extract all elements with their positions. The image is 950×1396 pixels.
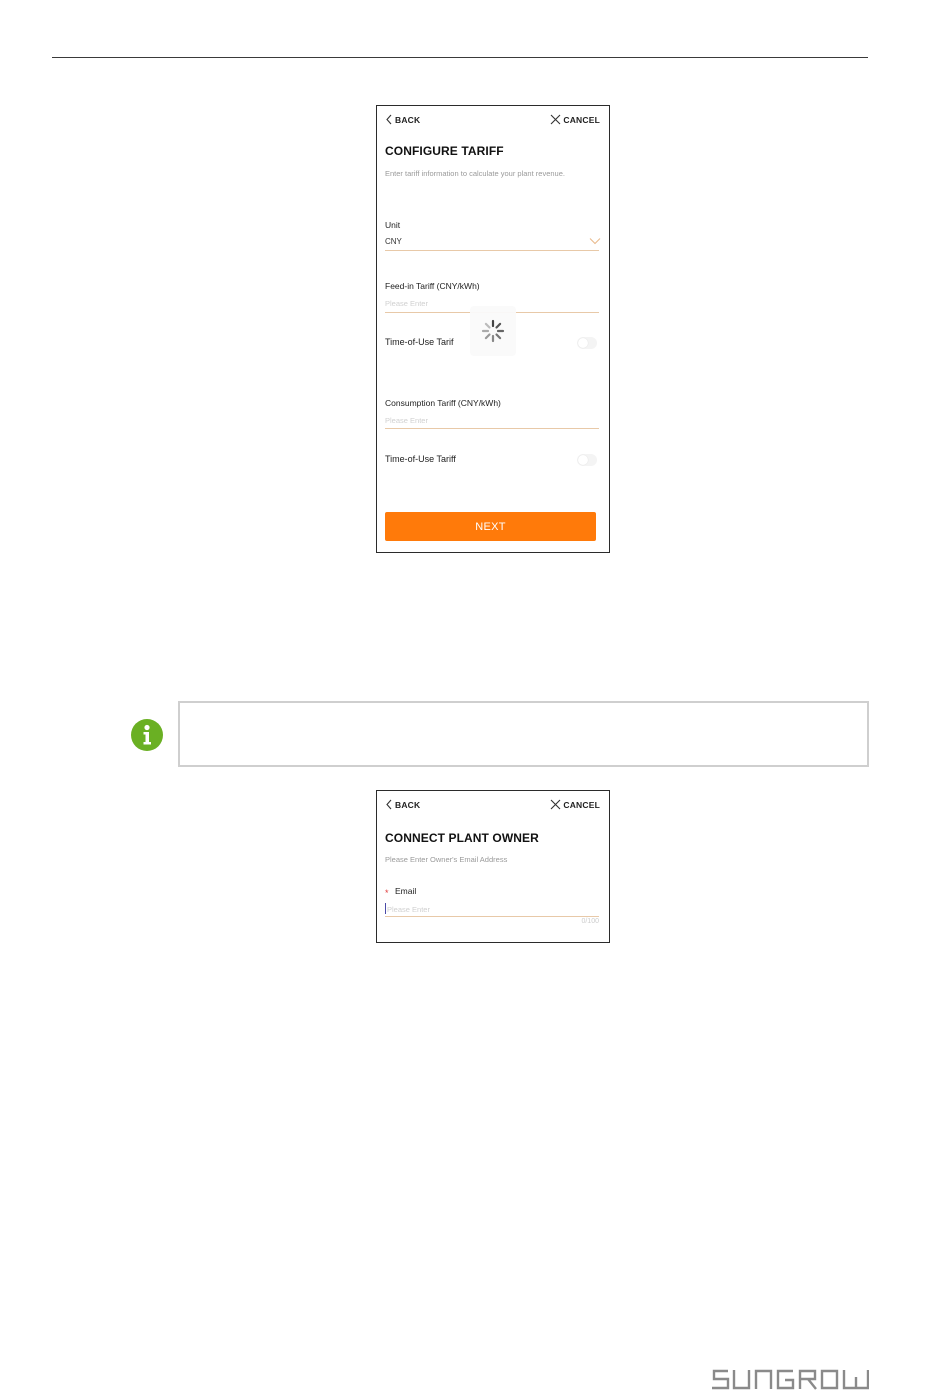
cancel-button[interactable] [550, 799, 600, 810]
logo-text [869, 1369, 870, 1370]
loading-overlay [470, 306, 516, 356]
back-label: BACK [395, 114, 421, 125]
close-icon [550, 799, 561, 810]
email-underline [385, 916, 599, 917]
loading-spinner-icon [481, 319, 505, 343]
email-field[interactable] [387, 903, 599, 915]
header-rule [52, 57, 868, 58]
back-button[interactable] [385, 114, 420, 125]
next-button[interactable]: NEXT [385, 512, 596, 541]
cancel-label: CANCEL [563, 114, 600, 125]
consumption-tariff-underline [385, 428, 599, 429]
page-description: Enter tariff information to calculate your plant revenue. [385, 169, 565, 178]
unit-underline [385, 250, 599, 251]
unit-value: CNY [385, 237, 402, 246]
time-of-use-label-1: Time-of-Use Tarif [385, 337, 454, 347]
page-description: Please Enter Owner's Email Address [385, 855, 508, 864]
cancel-button[interactable] [550, 114, 600, 125]
page-title: CONFIGURE TARIFF [385, 144, 504, 158]
unit-label: Unit [385, 220, 401, 230]
chevron-left-icon [385, 114, 393, 125]
chevron-left-icon [385, 799, 393, 810]
chevron-down-icon [589, 237, 601, 245]
back-button[interactable] [385, 799, 420, 810]
toggle-knob [578, 455, 588, 465]
consumption-tariff-label: Consumption Tariff (CNY/kWh) [385, 398, 501, 408]
connect-plant-owner-screen [376, 790, 610, 943]
close-icon [550, 114, 561, 125]
cancel-label: CANCEL [563, 799, 600, 810]
note-box [178, 701, 869, 767]
page-title: CONNECT PLANT OWNER [385, 831, 539, 845]
time-of-use-toggle-1[interactable] [577, 337, 597, 349]
sungrow-logo [711, 1369, 869, 1391]
feed-in-tariff-label: Feed-in Tariff (CNY/kWh) [385, 281, 480, 291]
back-label: BACK [395, 799, 421, 810]
character-counter: 0/100 [581, 918, 599, 925]
toggle-knob [578, 338, 588, 348]
consumption-tariff-input[interactable] [385, 414, 599, 426]
time-of-use-toggle-2[interactable] [577, 454, 597, 466]
required-marker: * [385, 888, 389, 898]
email-label: Email [395, 886, 417, 896]
time-of-use-label-2: Time-of-Use Tariff [385, 454, 456, 464]
info-icon [130, 718, 164, 752]
configure-tariff-screen [376, 105, 610, 553]
text-caret [385, 903, 386, 914]
